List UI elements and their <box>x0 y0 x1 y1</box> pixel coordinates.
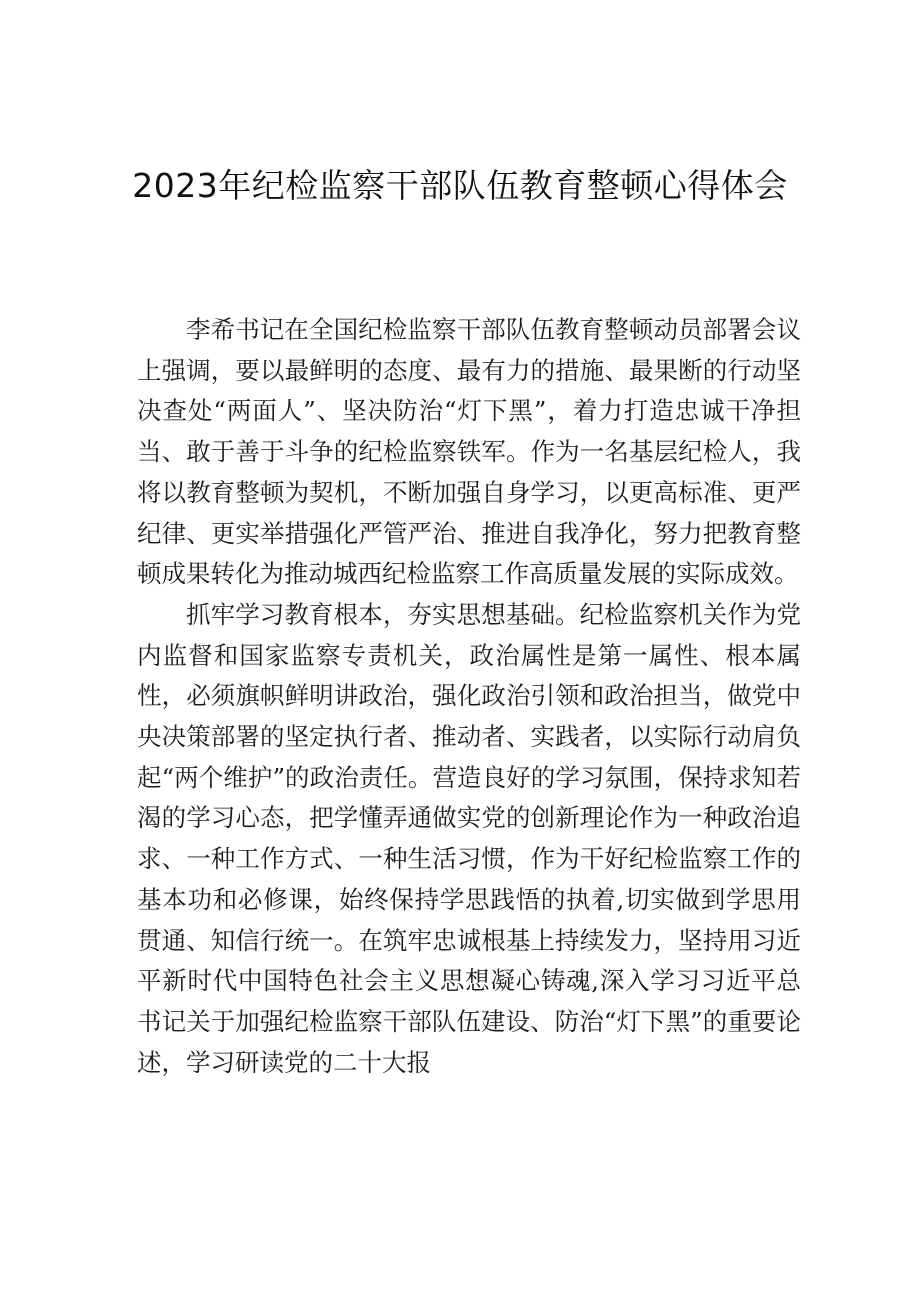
paragraph-1: 李希书记在全国纪检监察干部队伍教育整顿动员部署会议上强调，要以最鲜明的态度、最有力的措施、最果断的行动坚决查处“两面人”、坚决防治“灯下黑”，着力打造忠诚干净担当、敢于善于斗争的纪检监察铁军。作为一名基层纪检人，我将以教育整顿为契机，不断加强自身学习，以更高标准、更严纪律、更实举措强化严管严治、推进自我净化，努力把教育整顿成果转化为推动城西纪检监察工作高质量发展的实际成效。 <box>137 315 801 589</box>
document-title: 2023年纪检监察干部队伍教育整顿心得体会 <box>132 166 788 205</box>
document-body <box>137 310 801 1083</box>
paragraph-2: 抓牢学习教育根本，夯实思想基础。纪检监察机关作为党内监督和国家监察专责机关，政治属性是第一属性、根本属性，必须旗帜鲜明讲政治，强化政治引领和政治担当，做党中央决策部署的坚定执行者、推动者、实践者，以实际行动肩负起“两个维护”的政治责任。营造良好的学习氛围，保持求知若渴的学习心态，把学懂弄通做实党的创新理论作为一种政治追求、一种工作方式、一种生活习惯，作为干好纪检监察工作的基本功和必修课，始终保持学思践悟的执着,切实做到学思用贯通、知信行统一。在筑牢忠诚根基上持续发力，坚持用习近平新时代中国特色社会主义思想凝心铸魂,深入学习习近平总书记关于加强纪检监察干部队伍建设、防治“灯下黑”的重要论述，学习研读党的二十大报 <box>137 599 801 1077</box>
